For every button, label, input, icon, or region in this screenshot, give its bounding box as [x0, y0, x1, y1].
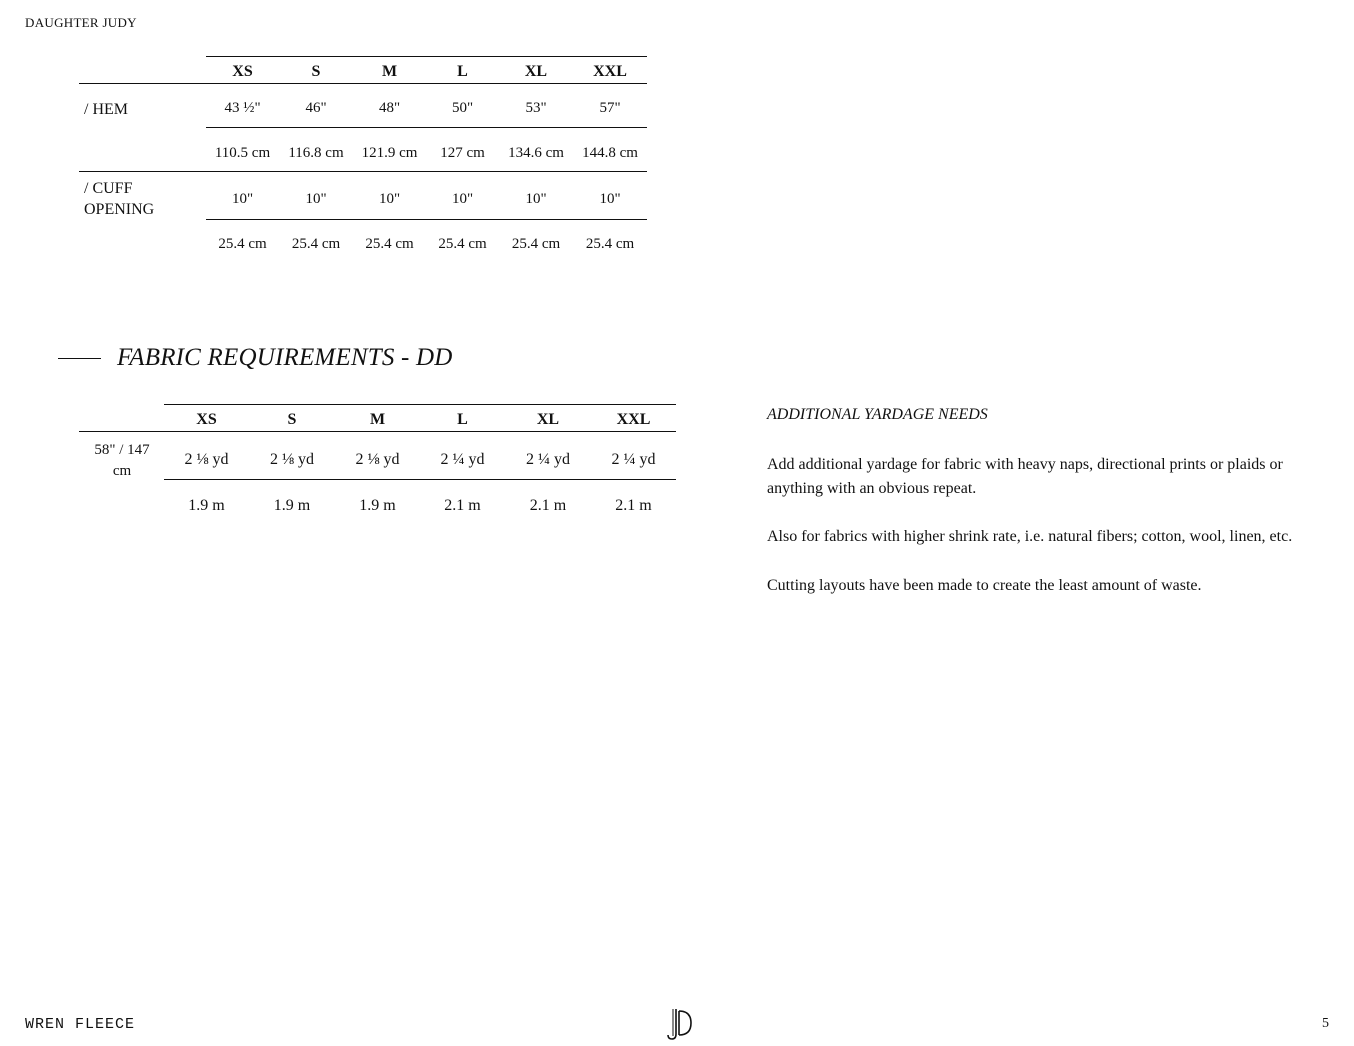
- table-cell: 144.8 cm: [582, 145, 638, 161]
- section-title: FABRIC REQUIREMENTS - DD: [117, 344, 453, 371]
- size-header-l: L: [457, 411, 468, 428]
- table-cell: 10": [305, 191, 327, 207]
- row-label-cuff: [84, 178, 154, 220]
- table-cell: 2 ¼ yd: [526, 451, 570, 468]
- row-divider: [206, 219, 647, 220]
- row-divider: [206, 127, 647, 128]
- note-paragraph: Also for fabrics with higher shrink rate, i.e. natural fibers; cotton, wool, linen, etc.: [767, 528, 1293, 545]
- table-cell: 2.1 m: [444, 497, 481, 514]
- row-label-hem: / HEM: [84, 101, 128, 118]
- table-cell: 25.4 cm: [585, 236, 635, 252]
- size-header-s: S: [287, 411, 297, 428]
- table-cell: 134.6 cm: [508, 145, 564, 161]
- size-header-xxl: XXL: [616, 411, 651, 428]
- table-cell: 2 ⅛ yd: [184, 451, 229, 468]
- row-divider: [79, 171, 647, 172]
- table-cell: 50": [451, 100, 474, 116]
- table-top-rule: [206, 56, 647, 57]
- size-header-m: M: [381, 63, 398, 80]
- table-cell: 10": [599, 191, 621, 207]
- table-cell: 53": [525, 100, 547, 116]
- size-header-xl: XL: [536, 411, 560, 428]
- row-label-cuff-line1: / CUFF: [84, 180, 133, 197]
- size-header-s: S: [311, 63, 321, 80]
- fabric-width-label: [84, 440, 160, 482]
- table-cell: 10": [231, 191, 254, 207]
- table-cell: 2 ¼ yd: [611, 451, 656, 468]
- table-cell: 48": [378, 100, 401, 116]
- page-number: 5: [1322, 1016, 1329, 1031]
- size-header-xxl: XXL: [593, 63, 627, 80]
- size-header-xs: XS: [196, 411, 217, 428]
- table-cell: 57": [599, 100, 621, 116]
- size-header-m: M: [369, 411, 386, 428]
- table-cell: 10": [378, 191, 401, 207]
- table-cell: 127 cm: [440, 145, 485, 161]
- note-paragraph: Cutting layouts have been made to create the least amount of waste.: [767, 577, 1202, 594]
- table-cell: 10": [525, 191, 547, 207]
- table-cell: 25.4 cm: [291, 236, 341, 252]
- header-bottom-rule: [79, 83, 647, 84]
- table-cell: 121.9 cm: [361, 145, 418, 161]
- row-divider: [164, 479, 676, 480]
- table-cell: 25.4 cm: [218, 236, 267, 252]
- table-cell: 2.1 m: [615, 497, 652, 514]
- dj-monogram-icon: [664, 1006, 694, 1042]
- row-label-cuff-line2: OPENING: [84, 201, 155, 218]
- table-cell: 1.9 m: [188, 497, 225, 514]
- table-cell: 46": [305, 100, 327, 116]
- table-cell: 2 ¼ yd: [440, 451, 485, 468]
- table-cell: 1.9 m: [359, 497, 396, 514]
- table-cell: 10": [451, 191, 474, 207]
- note-paragraph: Add additional yardage for fabric with heavy naps, directional prints or plaids or anything with an obvious repeat.: [767, 456, 1283, 497]
- pattern-name: WREN FLEECE: [25, 1016, 136, 1033]
- table-cell: 43 ½": [224, 100, 261, 116]
- table-cell: 2 ⅛ yd: [355, 451, 400, 468]
- size-header-xl: XL: [524, 63, 548, 80]
- table-cell: 25.4 cm: [438, 236, 487, 252]
- table-cell: 116.8 cm: [288, 145, 344, 161]
- table-top-rule: [164, 404, 676, 405]
- table-cell: 2.1 m: [529, 497, 567, 514]
- table-cell: 25.4 cm: [511, 236, 561, 252]
- header-bottom-rule: [79, 431, 676, 432]
- table-cell: 25.4 cm: [365, 236, 414, 252]
- brand-name: DAUGHTER JUDY: [25, 15, 137, 30]
- section-title-dash: [58, 358, 101, 359]
- table-cell: 110.5 cm: [214, 145, 271, 161]
- size-header-l: L: [457, 63, 468, 80]
- size-header-xs: XS: [232, 63, 253, 80]
- table-cell: 2 ⅛ yd: [270, 451, 314, 468]
- fabric-width-line2: cm: [112, 463, 132, 479]
- notes-title: ADDITIONAL YARDAGE NEEDS: [767, 406, 988, 423]
- fabric-width-line1: 58" / 147: [94, 442, 150, 458]
- table-cell: 1.9 m: [273, 497, 311, 514]
